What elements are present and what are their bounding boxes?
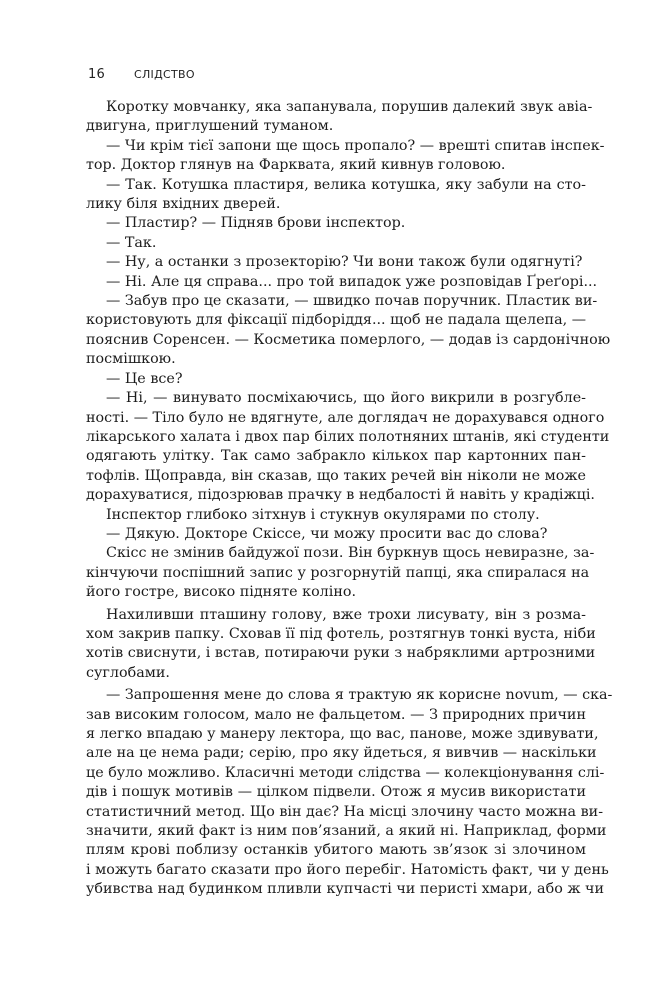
text-line: ності. — Тіло було не вдягнуте, але доглядач не дорахувався одного bbox=[86, 409, 605, 426]
text-line: його гостре, високо підняте коліно. bbox=[86, 584, 357, 601]
text-line: користовують для фіксації підборіддя... щоб не падала щелепа, — bbox=[86, 312, 586, 329]
paragraph bbox=[86, 292, 611, 370]
paragraph bbox=[86, 525, 586, 544]
text-line: лику біля вхідних дверей. bbox=[86, 196, 281, 213]
text-line: це було можливо. Класичні методи слідства — колекціонування слі- bbox=[86, 764, 605, 781]
paragraph bbox=[86, 544, 595, 602]
paragraph bbox=[86, 606, 596, 684]
text-line: — Чи крім тієї запони ще щось пропало? — врешті спитав інспек- bbox=[106, 137, 605, 154]
paragraph bbox=[86, 506, 586, 525]
text-line: двигуна, приглушений туманом. bbox=[86, 118, 334, 135]
paragraph bbox=[86, 273, 598, 292]
text-line: пояснив Соренсен. — Косметика померлого, — додав із сардонічною bbox=[86, 331, 611, 348]
body-text bbox=[86, 98, 613, 900]
text-line: лікарського халата і двох пар білих полотняних штанів, які студенти bbox=[86, 428, 610, 445]
text-line: плям крові поблизу останків убитого мають зв’язок зі злочином bbox=[86, 842, 586, 859]
text-line: але на це нема ради; серію, про яку йдеться, я вивчив — наскільки bbox=[86, 745, 597, 762]
text-line: дів і пошук мотивів — цілком підвели. Отож я мусив використати bbox=[86, 784, 586, 801]
text-line: Інспектор глибоко зітхнув і стукнув окулярами по столу. bbox=[106, 506, 540, 523]
text-line: — Так. Котушка пластиря, велика котушка, яку забули на сто- bbox=[106, 176, 586, 193]
text-line: значити, який факт із ним пов’язаний, а який ні. Наприклад, форми bbox=[86, 823, 607, 840]
text-line: хом закрив папку. Сховав її під фотель, розтягнув тонкі вуста, ніби bbox=[86, 625, 596, 642]
paragraph bbox=[86, 214, 586, 233]
paragraph bbox=[86, 686, 613, 899]
text-line: хотів свиснути, і встав, потираючи руки з набряклими артрозними bbox=[86, 645, 596, 662]
text-line: тофлів. Щоправда, він сказав, що таких речей він ніколи не може bbox=[86, 467, 586, 484]
text-line: — Ну, а останки з прозекторію? Чи вони також були одягнуті? bbox=[106, 254, 583, 271]
running-title: СЛІДСТВО bbox=[134, 67, 195, 81]
paragraph bbox=[86, 253, 586, 272]
text-line: — Дякую. Докторе Скіссе, чи можу просити вас до слова? bbox=[106, 525, 548, 542]
text-line: — Це все? bbox=[106, 370, 183, 387]
text-line: Скісс не змінив байдужої пози. Він буркнув щось невиразне, за- bbox=[106, 545, 595, 562]
text-line: одягають улітку. Так само забракло кількох пар картонних пан- bbox=[86, 448, 586, 465]
paragraph bbox=[86, 389, 610, 505]
text-line: посмішкою. bbox=[86, 351, 176, 368]
paragraph bbox=[86, 234, 586, 253]
text-line: і можуть багато сказати про його перебіг. Натомість факт, чи у день bbox=[86, 861, 609, 878]
text-line: суглобами. bbox=[86, 664, 170, 681]
text-line: статистичний метод. Що він дає? На місці злочину часто можна ви- bbox=[86, 803, 604, 820]
page-number: 16 bbox=[88, 66, 105, 82]
text-line: — Забув про це сказати, — швидко почав поручник. Пластик ви- bbox=[106, 293, 598, 310]
text-line: убивства над будинком пливли купчасті чи перисті хмари, або ж чи bbox=[86, 881, 605, 898]
text-line: тор. Доктор глянув на Фарквата, який кивнув головою. bbox=[86, 157, 506, 174]
paragraph bbox=[86, 176, 586, 215]
text-line: Нахиливши пташину голову, вже трохи лисувату, він з розма- bbox=[106, 606, 586, 623]
page-header bbox=[88, 66, 195, 82]
text-line: — Ні. Але ця справа... про той випадок уже розповідав Ґреґорі... bbox=[106, 273, 598, 290]
text-line: — Пластир? — Підняв брови інспектор. bbox=[106, 215, 406, 232]
paragraph bbox=[86, 370, 586, 389]
text-line: я легко впадаю у манеру лектора, що вас, панове, може здивувати, bbox=[86, 726, 599, 742]
text-line: зав високим голосом, мало не фальцетом. — З природних причин bbox=[86, 706, 586, 723]
text-line: — Так. bbox=[106, 234, 157, 251]
paragraph bbox=[86, 137, 605, 176]
text-line: кінчуючи поспішний запис у розгорнутій папці, яка спиралася на bbox=[86, 564, 590, 581]
text-line: Коротку мовчанку, яка запанувала, порушив далекий звук авіа- bbox=[106, 99, 593, 115]
paragraph bbox=[86, 98, 593, 137]
text-line: — Ні, — винувато посміхаючись, що його викрили в розгубле- bbox=[106, 390, 586, 407]
text-line: — Запрошення мене до слова я трактую як корисне novum, — ска- bbox=[106, 687, 613, 704]
text-line: дорахуватися, підозрював прачку в недбалості й навіть у крадіжці. bbox=[86, 487, 595, 504]
